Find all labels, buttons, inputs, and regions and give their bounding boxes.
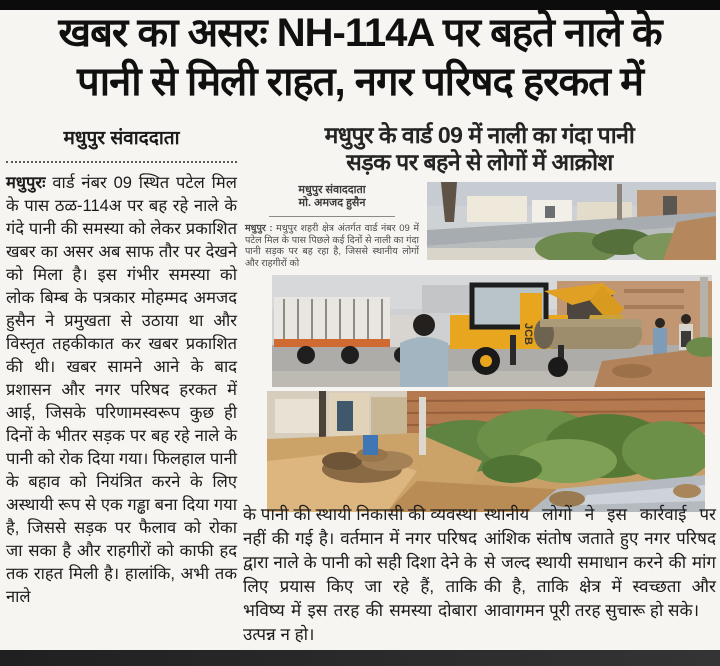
clipping-headline: [243, 122, 716, 175]
clipping-body-text: [245, 223, 419, 269]
dateline: मधुपुरः: [6, 174, 46, 192]
article-body-right: स्थानीय लोगों ने इस कार्रवाई पर आंशिक संतोष जताते हुए नगर परिषद से जल्द स्थायी समाधान करने की मांग की है, ताकि क्षेत्र में स्वच्छता और आवागमन पूरी तरह सुचारू हो सके।: [484, 505, 716, 620]
drain-photo: [267, 391, 705, 512]
clipping-text-column: [243, 182, 421, 269]
article-body-middle: के पानी की स्थायी निकासी की व्यवस्था नहीं की गई है। वर्तमान में नगर परिषद द्वारा नाले के पानी को सही दिशा देने के लिए प्रयास किए जा रहे हैं, ताकि भविष्य में इस तरह की समस्या दोबारा उत्पन्न न हो।: [243, 505, 477, 644]
article-body-left-text: वार्ड नंबर 09 स्थित पटेल मिल के पास ठळ-114अ पर बह रहे नाले के गंदे पानी की समस्या को लेकर प्रकाशित खबर का असर अब साफ तौर पर देखने को मिला है। इस गंभीर समस्या को लोक बिम्ब के पत्रकार मोहम्मद अमजद हुसैन ने प्रमुखता से उठाया था और विस्तृत तहकीकात कर खबर प्रकाशित की थी। खबर सामने आने के बाद प्रशासन और नगर परिषद हरकत में आई, जिसके परिणामस्वरूप कुछ ही दिनों के भीतर सड़क पर बह रहे नाले के पानी को रोक दिया गया। फिलहाल पानी के बहाव को नियंत्रित करने के लिए अस्थायी रूप से एक गड्ढा बना दिया गया है, जिससे सड़क पर फैलाव को रोका जा सका है और राहगीरों को काफी हद तक राहत मिली है। हालांकि, अभी तक नाले: [6, 174, 237, 606]
clipping-headline-line1: मधुपुर के वार्ड 09 में नाली का गंदा पानी: [324, 122, 635, 148]
clipping-dateline: मधुपुर :: [245, 223, 273, 234]
clipping-body-row: [243, 182, 716, 269]
byline-divider: [6, 161, 237, 163]
article-body-left: [6, 172, 237, 609]
clipping-byline: [269, 184, 395, 217]
clipping-headline-line2: सड़क पर बहने से लोगों में आक्रोश: [346, 148, 613, 175]
street-photo: [427, 182, 716, 260]
clipping-byline-line1: मधुपुर संवाददाता: [298, 184, 366, 196]
embedded-clipping: [243, 122, 716, 512]
clipping-byline-line2: मो. अमजद हुसैन: [298, 197, 366, 209]
jcb-photo: [272, 275, 712, 387]
bottom-border-bar: [0, 650, 720, 666]
left-column: [6, 120, 237, 609]
main-headline-line2: पानी से मिली राहत, नगर परिषद हरकत में: [76, 60, 644, 104]
clipping-body-text-span: मधुपुर शहरी क्षेत्र अंतर्गत वार्ड नंबर 09 में पटेल मिल के पास पिछले कई दिनों से नाली का गंदा पानी सड़क पर बह रहा है, जिससे स्थानीय लोगों और राहगीरों को: [245, 223, 420, 269]
correspondent-byline: मधुपुर संवाददाता: [63, 128, 180, 149]
svg-text:JCB: JCB: [522, 323, 534, 346]
main-headline-line1: खबर का असरः NH-114A पर बहते नाले के: [58, 11, 662, 55]
main-headline: [0, 9, 720, 107]
